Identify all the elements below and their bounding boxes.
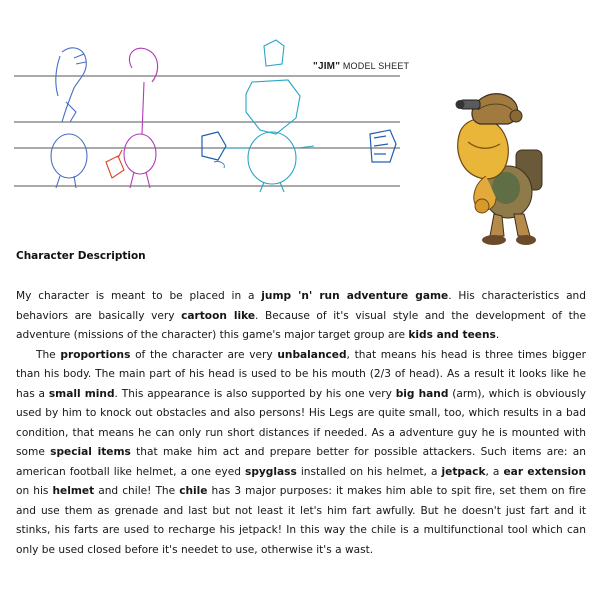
text-run: , that means his head is three times bigger than his body. The main part of his head is used to be his mouth (2/3 of head). As a result it looks like he has a	[16, 348, 586, 400]
emphasized-text: kids and teens	[408, 329, 496, 341]
text-run: (arm), which is obviously used by him to knock out obstacles and also persons! His Legs are quite small, too, which results in a bad condition, that means he can only run short distances if needed. As a adventure guy he is mounted with some	[16, 387, 586, 458]
emphasized-text: chile	[179, 485, 208, 497]
emphasized-text: jump 'n' run adventure game	[261, 290, 449, 302]
character-illustration	[430, 80, 580, 250]
text-run: .	[495, 329, 500, 341]
text-run: The	[36, 348, 61, 361]
text-run: and chile! The	[94, 485, 180, 497]
emphasized-text: jetpack	[441, 465, 486, 478]
text-run: on his	[16, 485, 53, 497]
emphasized-text: cartoon like	[181, 309, 256, 322]
text-run: . Because of it's visual style and the development of the adventure (missions of the character) this game's major target group are	[16, 309, 586, 341]
section-heading: Character Description	[16, 250, 146, 262]
model-sheet-title-name: "JIM"	[313, 61, 341, 72]
emphasized-text: ear extension	[503, 465, 586, 478]
text-run: My character is meant to be placed in a	[16, 290, 262, 302]
emphasized-text: big hand	[395, 387, 449, 400]
text-run: . His characteristics and behaviors are basically very	[16, 290, 586, 322]
text-run: , a	[485, 465, 504, 478]
model-sheet-title	[313, 61, 409, 72]
description-paragraph-1	[16, 287, 586, 346]
text-run: of the character are very	[130, 348, 278, 361]
emphasized-text: special items	[50, 446, 131, 458]
text-run: . This appearance is also supported by his one very	[114, 387, 396, 400]
emphasized-text: small mind	[48, 387, 115, 400]
emphasized-text: unbalanced	[277, 348, 347, 361]
character-illustration-drawing	[430, 80, 580, 250]
model-sheet-title-rest: MODEL SHEET	[342, 61, 410, 71]
emphasized-text: helmet	[52, 485, 95, 497]
character-description-text	[16, 287, 586, 560]
text-run: has 3 major purposes: it makes him able to spit fire, set them on fire and use them as grenade and last but not least it let's him fart awfully. But he doesn't just fart and it stinks, his farts are used to recharge his jetpack! In this way the chile is a multifunctional tool which can only be used closed before it's needet to use, otherwise it's a wast.	[16, 485, 586, 556]
text-run: that make him act and prepare better for possible attackers. Such items are: an american football like helmet, a one eyed	[16, 446, 586, 478]
emphasized-text: spyglass	[245, 465, 297, 478]
emphasized-text: proportions	[60, 348, 131, 361]
description-paragraph-2	[16, 346, 586, 561]
text-run: installed on his helmet, a	[296, 465, 442, 478]
